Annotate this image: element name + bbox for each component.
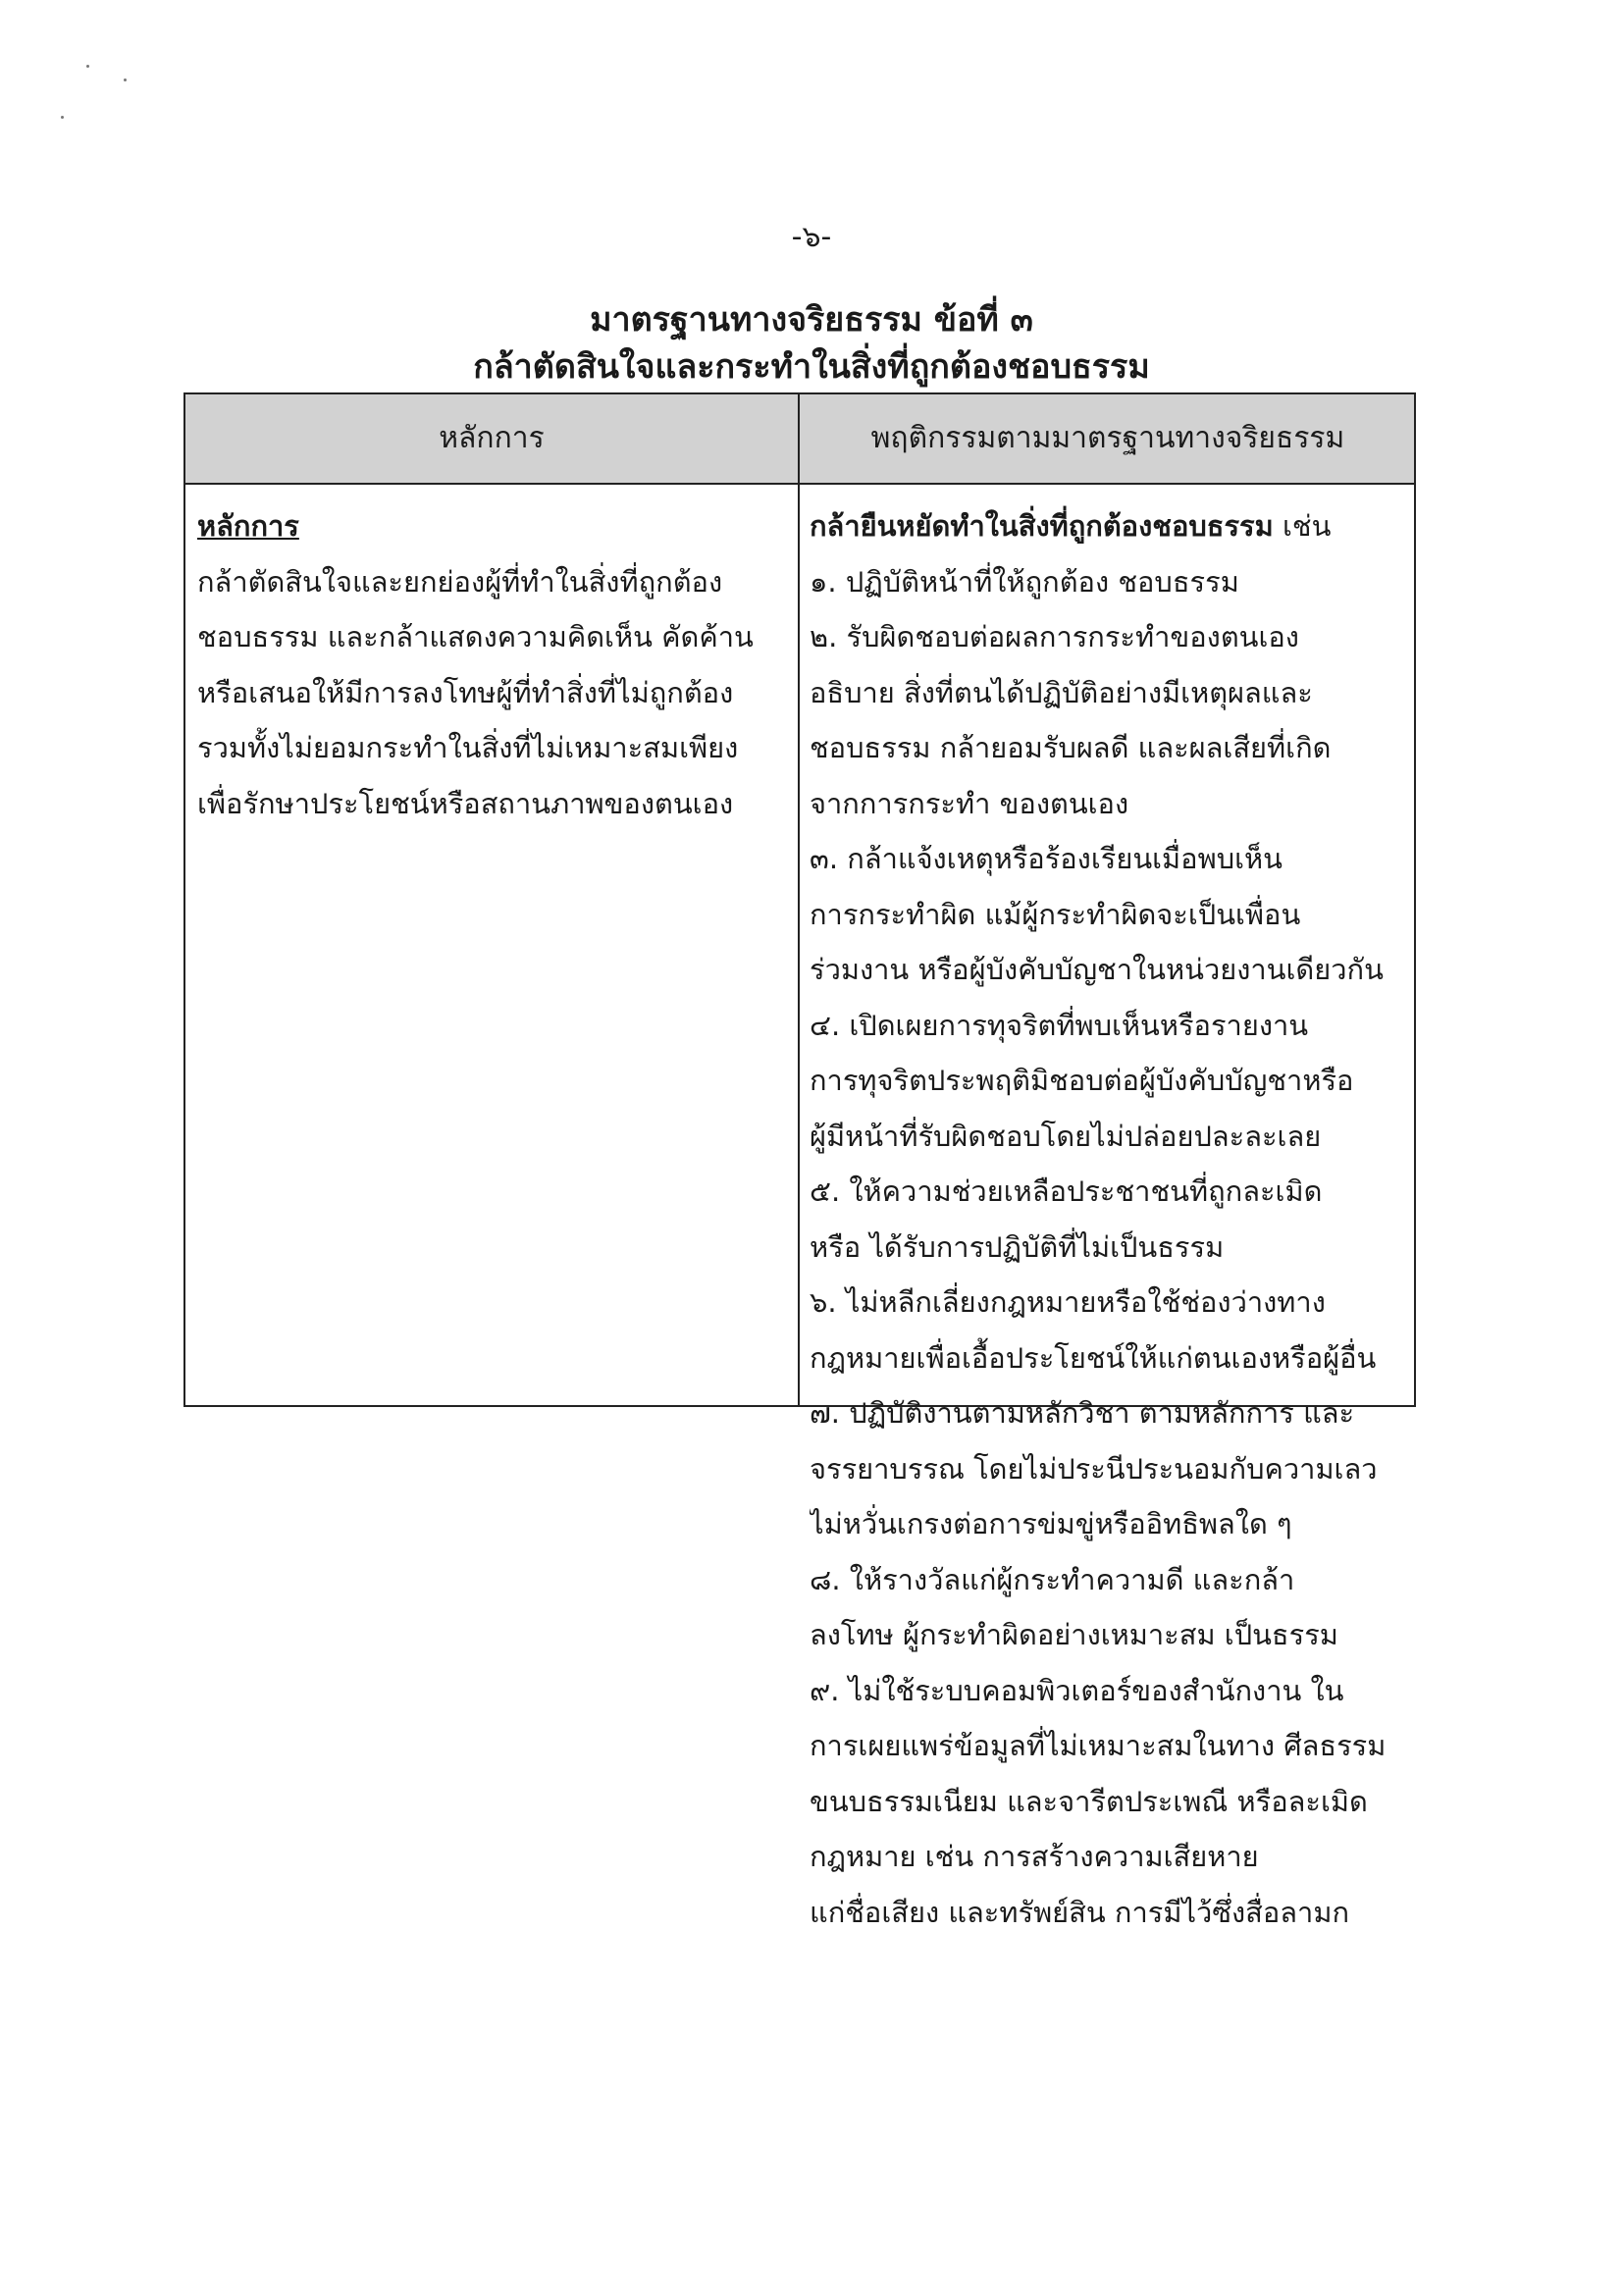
behavior-cell: [810, 498, 1406, 1940]
principle-line: กล้าตัดสินใจและยกย่องผู้ที่ทำในสิ่งที่ถูกต้อง: [197, 564, 723, 599]
behavior-heading-rest: เช่น: [1273, 509, 1332, 543]
behavior-line: ร่วมงาน หรือผู้บังคับบัญชาในหน่วยงานเดียวกัน: [810, 953, 1384, 986]
page-number: -๖-: [791, 220, 832, 254]
behavior-line: หรือ ได้รับการปฏิบัติที่ไม่เป็นธรรม: [810, 1229, 1225, 1264]
document-subtitle: กล้าตัดสินใจและกระทำในสิ่งที่ถูกต้องชอบธรรม: [473, 347, 1150, 387]
behavior-line: ผู้มีหน้าที่รับผิดชอบโดยไม่ปล่อยปละละเลย: [810, 1119, 1322, 1153]
behavior-line: ๘. ให้รางวัลแก่ผู้กระทำความดี และกล้า: [810, 1562, 1295, 1596]
principle-line: หรือเสนอให้มีการลงโทษผู้ที่ทำสิ่งที่ไม่ถูกต้อง: [197, 675, 734, 709]
column-divider: [798, 394, 800, 1405]
behavior-line: ๗. ปฏิบัติงานตามหลักวิชา ตามหลักการ และ: [810, 1396, 1355, 1430]
behavior-line: แก่ชื่อเสียง และทรัพย์สิน การมีไว้ซึ่งสื่อลามก: [810, 1895, 1350, 1929]
header-behavior: พฤติกรรมตามมาตรฐานทางจริยธรรม: [870, 421, 1345, 455]
principle-line: ชอบธรรม และกล้าแสดงความคิดเห็น คัดค้าน: [197, 620, 754, 653]
behavior-line: ลงโทษ ผู้กระทำผิดอย่างเหมาะสม เป็นธรรม: [810, 1618, 1338, 1651]
behavior-line: การทุจริตประพฤติมิชอบต่อผู้บังคับบัญชาหรือ: [810, 1064, 1354, 1097]
behavior-line: กฎหมาย เช่น การสร้างความเสียหาย: [810, 1840, 1259, 1873]
document-title: มาตรฐานทางจริยธรรม ข้อที่ ๓: [590, 300, 1033, 339]
behavior-line: ๒. รับผิดชอบต่อผลการกระทำของตนเอง: [810, 620, 1299, 653]
scan-speck: [124, 78, 127, 81]
table-header-row: [185, 394, 1414, 485]
behavior-heading: [810, 498, 1406, 554]
principle-cell: [197, 498, 790, 831]
behavior-line: ชอบธรรม กล้ายอมรับผลดี และผลเสียที่เกิด: [810, 731, 1332, 764]
behavior-line: ๖. ไม่หลีกเลี่ยงกฎหมายหรือใช้ช่องว่างทาง: [810, 1285, 1326, 1319]
behavior-line: ๕. ให้ความช่วยเหลือประชาชนที่ถูกละเมิด: [810, 1174, 1323, 1208]
principle-line: เพื่อรักษาประโยชน์หรือสถานภาพของตนเอง: [197, 786, 734, 820]
behavior-line: ๑. ปฏิบัติหน้าที่ให้ถูกต้อง ชอบธรรม: [810, 564, 1239, 599]
scan-speck: [61, 116, 64, 119]
behavior-line: การกระทำผิด แม้ผู้กระทำผิดจะเป็นเพื่อน: [810, 897, 1301, 931]
behavior-line: ๓. กล้าแจ้งเหตุหรือร้องเรียนเมื่อพบเห็น: [810, 842, 1283, 875]
behavior-line: ไม่หวั่นเกรงต่อการข่มขู่หรืออิทธิพลใด ๆ: [810, 1507, 1292, 1540]
principle-line: รวมทั้งไม่ยอมกระทำในสิ่งที่ไม่เหมาะสมเพียง: [197, 731, 739, 764]
behavior-line: การเผยแพร่ข้อมูลที่ไม่เหมาะสมในทาง ศีลธรรม: [810, 1729, 1387, 1762]
behavior-line: กฎหมายเพื่อเอื้อประโยชน์ให้แก่ตนเองหรือผู้อื่น: [810, 1340, 1377, 1375]
behavior-line: ๙. ไม่ใช้ระบบคอมพิวเตอร์ของสำนักงาน ใน: [810, 1673, 1344, 1707]
behavior-heading-bold: กล้ายืนหยัดทำในสิ่งที่ถูกต้องชอบธรรม: [810, 509, 1274, 543]
behavior-line: ๔. เปิดเผยการทุจริตที่พบเห็นหรือรายงาน: [810, 1008, 1309, 1042]
scan-speck: [86, 65, 89, 68]
ethics-standard-table: [183, 392, 1416, 1929]
behavior-line: จากการกระทำ ของตนเอง: [810, 786, 1129, 820]
behavior-line: ขนบธรรมเนียม และจารีตประเพณี หรือละเมิด: [810, 1784, 1368, 1818]
principle-heading: หลักการ: [197, 509, 299, 543]
behavior-line: จรรยาบรรณ โดยไม่ประนีประนอมกับความเลว: [810, 1451, 1378, 1486]
behavior-line: อธิบาย สิ่งที่ตนได้ปฏิบัติอย่างมีเหตุผลและ: [810, 675, 1313, 709]
header-principle: หลักการ: [439, 421, 545, 455]
